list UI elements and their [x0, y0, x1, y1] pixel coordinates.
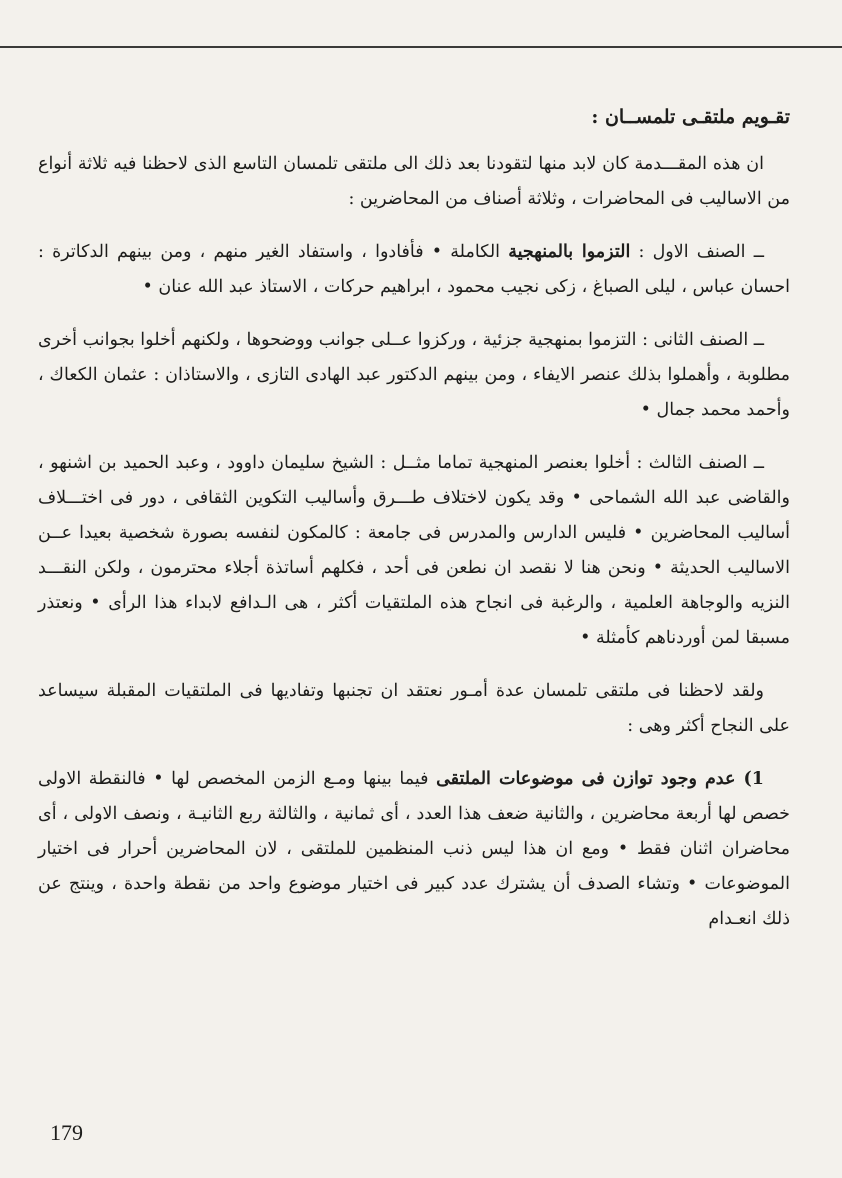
page-body [38, 100, 790, 955]
point-one-text: فيما بينها ومـع الزمن المخصص لها • فالنقطة الاولى خصص لها أربعة محاضرين ، والثانية ضعف هذا العدد ، أى ثمانية ، والثالثة ربع الثانيـة ، ونصف الاولى ، أى محاضران اثنان فقط • ومع ان هذا ليس ذنب المنظمين للملتقى ، لان المحاضرين أحرار فى اختيار الموضوعات • وتشاء الصدف أن يشترك عدد كبير فى اختيار موضوع واحد من نقطة واحدة ، وينتج عن ذلك انعـدام [38, 769, 790, 929]
paragraph-third-category: ــ الصنف الثالث : أخلوا بعنصر المنهجية تماما مثــل : الشيخ سليمان داوود ، وعبد الحميد بن اشنهو ، والقاضى عبد الله الشماحى • وقد يكون لاختلاف طـــرق وأساليب التكوين الثقافى ، دور فى اختـــلاف أساليب المحاضرين • فليس الدارس والمدرس فى جامعة : كالمكون لنفسه بصورة شخصية بعيدا عــن الاساليب الحديثة • ونحن هنا لا نقصد ان نطعن فى أحد ، فكلهم أساتذة أجلاء محترمون ، ولكن النقـــد النزيه والوجاهة العلمية ، والرغبة فى انجاح هذه الملتقيات أكثر ، هى الـدافع لابداء هذا الرأى • ونعتذر مسبقا لمن أوردناهم كأمثلة • [38, 453, 790, 648]
paragraph-first-category [38, 235, 790, 305]
first-category-lead: ــ الصنف الاول : [630, 242, 764, 262]
paragraph-observations: ولقد لاحظنا فى ملتقى تلمسان عدة أمـور نعتقد ان تجنبها وتفاديها فى الملتقيات المقبلة سيساعد على النجاح أكثر وهى : [38, 681, 790, 736]
first-category-emphasis: التزموا بالمنهجية [508, 242, 631, 262]
paragraph-intro: ان هذه المقـــدمة كان لابد منها لتقودنا بعد ذلك الى ملتقى تلمسان التاسع الذى لاحظنا فيه ثلاثة أنواع من الاساليب فى المحاضرات ، وثلاثة أصناف من المحاضرين : [38, 154, 790, 209]
page-number: 179 [50, 1120, 83, 1145]
point-one-title: 1) عدم وجود توازن فى موضوعات الملتقى [436, 769, 764, 789]
section-heading: تقـويم ملتقـى تلمســان : [591, 106, 790, 128]
paragraph-second-category: ــ الصنف الثانى : التزموا بمنهجية جزئية ، وركزوا عــلى جوانب ووضحوها ، ولكنهم أخلوا بجوانب أخرى مطلوبة ، وأهملوا بذلك عنصر الايفاء ، ومن بينهم الدكتور عبد الهادى التازى ، والاستاذان : عثمان الكعاك ، وأحمد محمد جمال • [38, 330, 790, 420]
first-category-text: الكاملة • فأفادوا ، واستفاد الغير منهم ، ومن بينهم الدكاترة : احسان عباس ، ليلى الصباغ ، زكى نجيب محمود ، ابراهيم حركات ، الاستاذ عبد الله عنان • [38, 242, 790, 297]
top-rule [0, 46, 842, 48]
paragraph-point-one [38, 762, 790, 937]
